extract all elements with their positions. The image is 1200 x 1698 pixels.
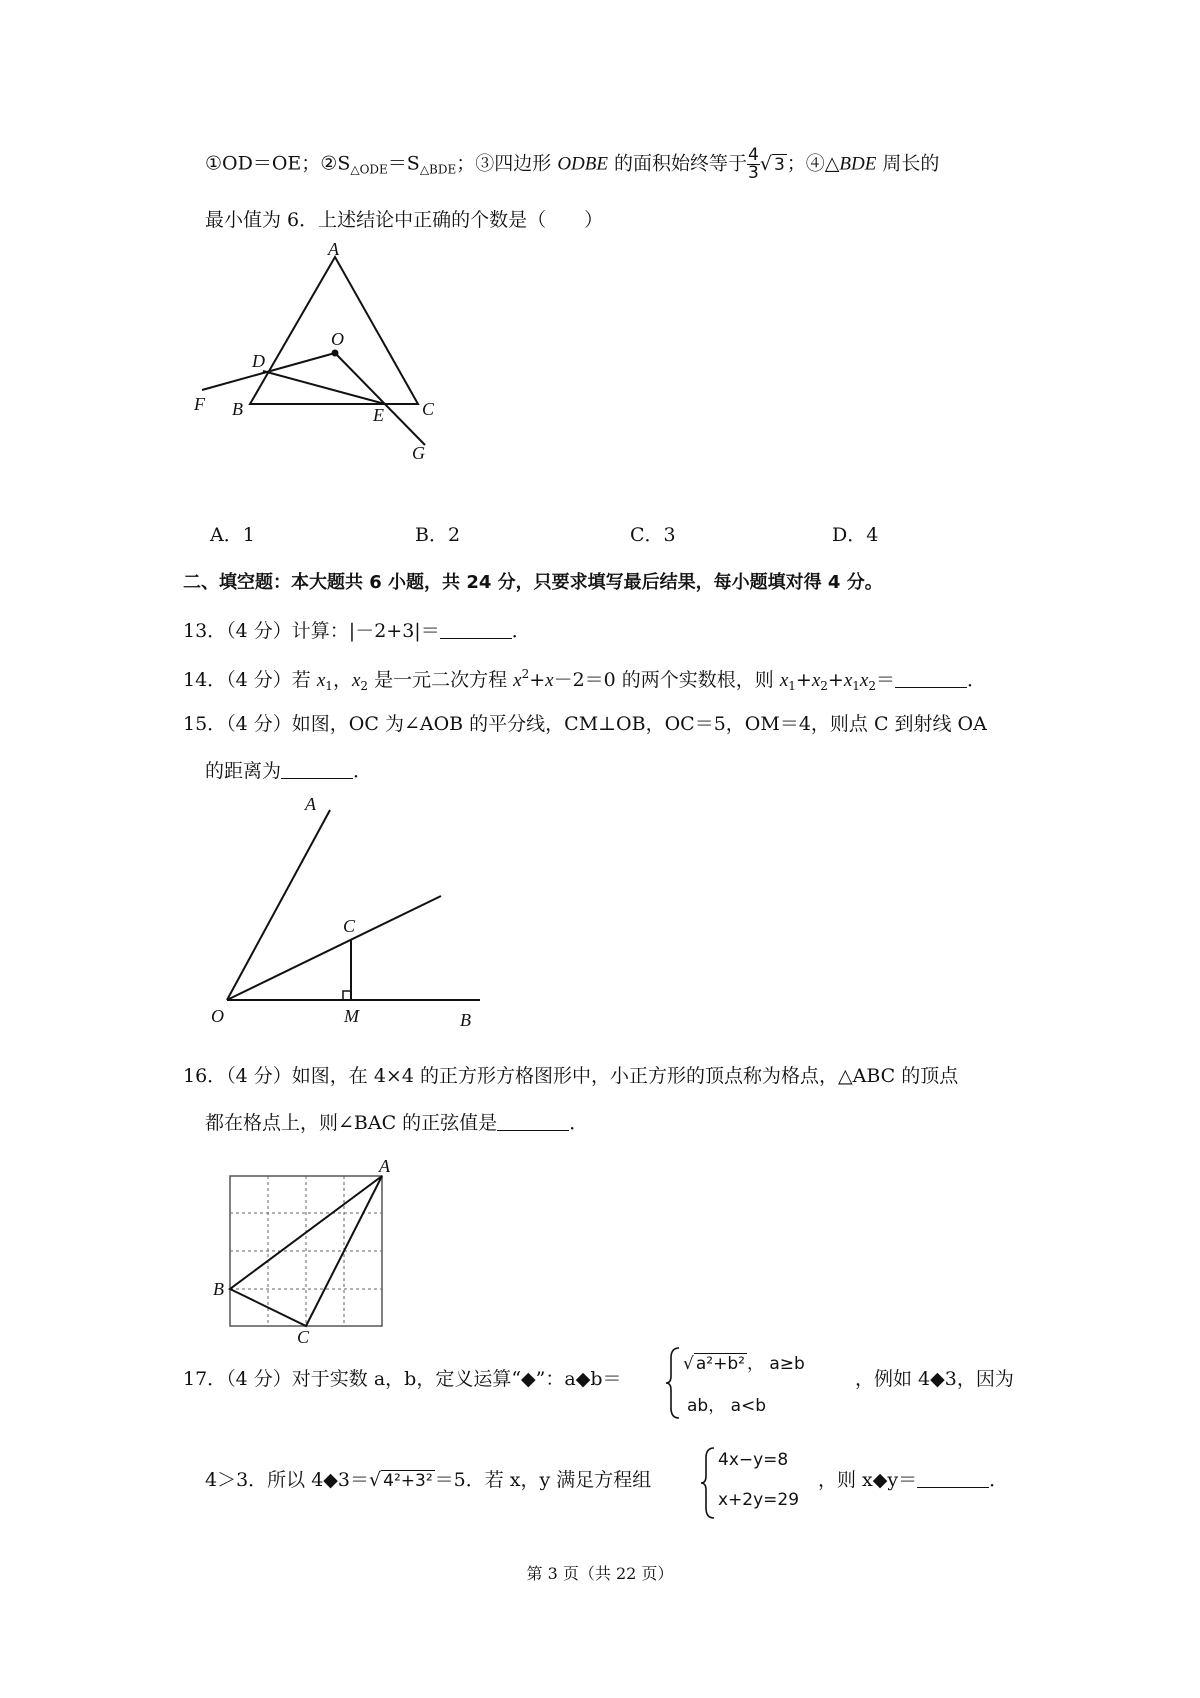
q14-plus2: + [827, 669, 844, 691]
q14-x2: x [351, 670, 361, 691]
q17-case1-sqrt: √ a²+b² [683, 1354, 745, 1374]
q17-line-1-end: ，例如 4◆3，因为 [855, 1368, 1014, 1390]
q12-bde: BDE [839, 153, 877, 175]
section-2-header: 二、填空题：本大题共 6 小题，共 24 分，只要求填写最后结果，每小题填对得 4 分。 [183, 572, 883, 593]
q16-line-2 [205, 1114, 588, 1133]
q17-text-2a: 4＞3．所以 4◆3＝ [205, 1469, 370, 1491]
q14-answer-blank[interactable] [895, 671, 967, 688]
q14-sum-x1: x [779, 670, 789, 691]
q17-text-2c: ，则 x◆y＝ [818, 1469, 918, 1491]
q14-sum-s2: 2 [820, 679, 828, 693]
q13 [183, 622, 531, 641]
q14-prod-x1: x [843, 670, 853, 691]
label-o: O [331, 329, 344, 349]
q14-text-e: －2＝0 的两个实数根，则 [553, 669, 780, 691]
q14-x1-sub: 1 [325, 679, 333, 693]
label-b: B [460, 1010, 471, 1030]
sqrt-3: √ 3 [759, 152, 785, 175]
label-f: F [194, 394, 205, 414]
frac-num: 4 [748, 145, 759, 165]
ray-oa [227, 810, 330, 1000]
q14-plus1: + [795, 669, 812, 691]
q14-sum-s1: 1 [788, 679, 796, 693]
q16-end: ． [569, 1112, 589, 1134]
q17-line-2 [205, 1471, 651, 1490]
q14-text-b: ， [332, 669, 352, 691]
q17-case1-cond: ， a≥b [746, 1354, 805, 1374]
q14-text-a: 14．（4 分）若 [183, 669, 317, 691]
option-a[interactable]: A．1 [210, 524, 255, 546]
q17-case1-radicand: a²+b² [695, 1354, 745, 1374]
q17-brace-1 [665, 1346, 681, 1420]
label-b: B [232, 399, 243, 419]
q13-end: ． [511, 620, 531, 642]
label-d: D [252, 351, 265, 371]
ray-og [335, 353, 425, 445]
label-m: M [344, 1006, 359, 1026]
q17-end: ． [989, 1469, 1009, 1491]
q16-answer-blank[interactable] [497, 1114, 569, 1131]
q12-sub-ode: △ODE [350, 162, 388, 177]
label-a: A [305, 794, 316, 814]
q17-answer-blank[interactable] [917, 1471, 989, 1488]
q12-text-d: ；④△ [786, 152, 840, 175]
q17-case-2: ab， a<b [687, 1396, 767, 1416]
label-e: E [373, 405, 384, 425]
option-b[interactable]: B．2 [415, 524, 461, 546]
label-a: A [379, 1156, 390, 1176]
q14 [183, 668, 986, 692]
q16-line-1: 16．（4 分）如图，在 4×4 的正方形方格图形中，小正方形的顶点称为格点，△ABC 的顶点 [183, 1065, 959, 1087]
sqrt-radicand: 3 [773, 154, 785, 175]
right-angle-mark [343, 991, 351, 1000]
q12-text-e: 周长的 [876, 152, 940, 175]
q17-line-1 [183, 1370, 621, 1389]
q12-text-a: ①OD＝OE；②S [205, 152, 351, 175]
q14-sum-x2: x [811, 670, 821, 691]
q14-x: x [545, 670, 554, 691]
q17-brace-2 [700, 1446, 716, 1520]
segment-de [263, 371, 385, 404]
q15-text: 的距离为 [205, 760, 282, 782]
q17-text-2b: ＝5．若 x，y 满足方程组 [434, 1469, 652, 1491]
q14-text-f: ＝ [875, 669, 895, 691]
q12-text-c: 的面积始终等于 [607, 152, 748, 175]
q12-triangle-figure [190, 235, 470, 470]
q12-line-1 [205, 147, 939, 182]
q15-line-2 [205, 762, 372, 781]
q15-line-1: 15．（4 分）如图，OC 为∠AOB 的平分线，CM⊥OB，OC＝5，OM＝4，则点 C 到射线 OA [183, 713, 987, 735]
frac-den: 3 [748, 163, 759, 183]
q17-system-eq-2: x+2y=29 [718, 1490, 800, 1510]
label-c: C [422, 399, 435, 419]
q14-text-d: + [529, 669, 546, 691]
fraction-4-3 [747, 147, 760, 182]
brace-icon [701, 1448, 714, 1518]
q15-end: ． [353, 760, 373, 782]
q17-line-2-end [818, 1471, 1008, 1490]
q12-odbe: ODBE [557, 153, 608, 175]
q16-grid-figure [205, 1150, 405, 1345]
label-b: B [213, 1279, 224, 1299]
label-a: A [328, 239, 339, 259]
option-d[interactable]: D．4 [832, 524, 879, 546]
q13-text: 13．（4 分）计算：|－2+3|＝ [183, 620, 440, 642]
q17-system-eq-1: 4x−y=8 [718, 1450, 789, 1470]
q14-prod-s2: 2 [868, 679, 876, 693]
q12-text-eq: ＝S [387, 152, 420, 175]
q14-end: ． [967, 669, 987, 691]
q13-answer-blank[interactable] [440, 622, 512, 639]
q12-text-b: ；③四边形 [456, 152, 558, 175]
label-c: C [343, 916, 356, 936]
q17-sqrt-radicand: 4²+3² [383, 1471, 433, 1491]
q15-angle-figure [205, 790, 495, 1035]
option-c[interactable]: C．3 [630, 524, 676, 546]
q14-text-c: 是一元二次方程 [368, 669, 514, 691]
point-o [332, 350, 339, 357]
brace-icon [666, 1348, 679, 1418]
q14-prod-s1: 1 [852, 679, 860, 693]
label-o: O [211, 1006, 224, 1026]
ray-oc [227, 896, 441, 1000]
q12-sub-bde: △BDE [419, 162, 457, 177]
label-g: G [412, 443, 425, 463]
q17-case-1 [683, 1349, 805, 1374]
q14-sq: 2 [521, 667, 530, 681]
label-c: C [297, 1327, 310, 1345]
page-footer: 第 3 页（共 22 页） [526, 1564, 674, 1583]
q16-text: 都在格点上，则∠BAC 的正弦值是 [205, 1112, 498, 1134]
q12-line-2: 最小值为 6．上述结论中正确的个数是（ ） [205, 209, 604, 231]
q14-x2-sub: 2 [360, 679, 369, 693]
q17-sqrt-example: √ 4²+3² [369, 1469, 433, 1491]
q17-text-a: 17．（4 分）对于实数 a，b，定义运算“◆”：a◆b＝ [183, 1368, 622, 1390]
q14-xsq: x [513, 670, 522, 691]
q14-prod-x2: x [859, 670, 869, 691]
q14-x1: x [316, 670, 326, 691]
q15-answer-blank[interactable] [281, 762, 353, 779]
grid-lines [230, 1176, 382, 1326]
